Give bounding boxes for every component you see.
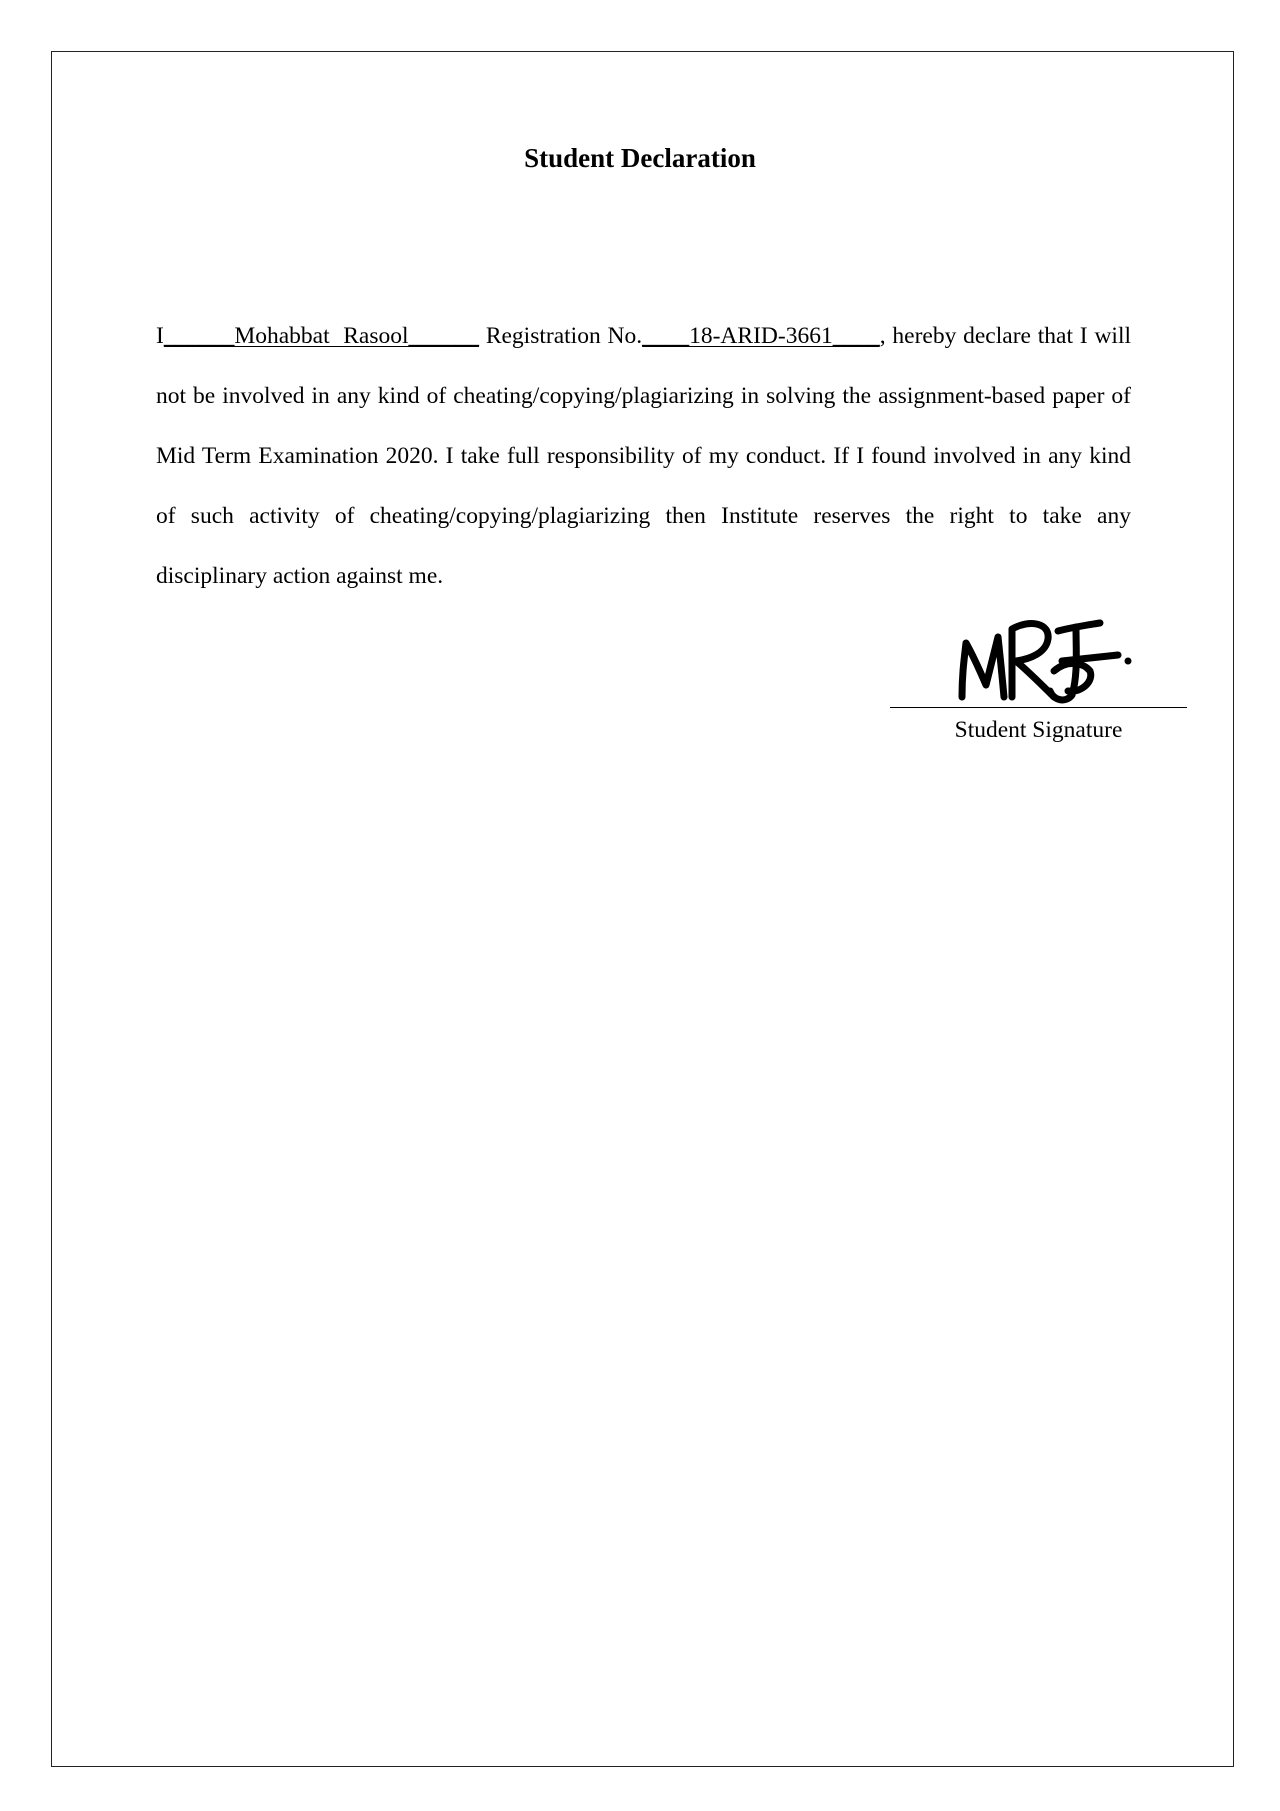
- registration-number-field: ____18-ARID-3661____: [642, 323, 880, 349]
- signature-label: Student Signature: [954, 717, 1123, 743]
- student-name-field: ______Mohabbat Rasool______: [163, 323, 480, 349]
- declaration-paragraph: [156, 306, 1131, 606]
- registration-label: Registration No.: [479, 323, 643, 349]
- declaration-body: , hereby declare that I will not be involved in any kind of cheating/copying/plagiarizing in solving the assignment-based paper of Mid Term Examination 2020. I take full responsibility of my conduct. If I found involved in any kind of such activity of cheating/copying/plagiarizing then Institute reserves the right to take any disciplinary action against me.: [156, 323, 1131, 589]
- handwritten-signature: [950, 605, 1140, 705]
- signature-line: [890, 707, 1187, 708]
- page-title: Student Declaration: [524, 143, 756, 173]
- declaration-prefix: I: [156, 323, 164, 349]
